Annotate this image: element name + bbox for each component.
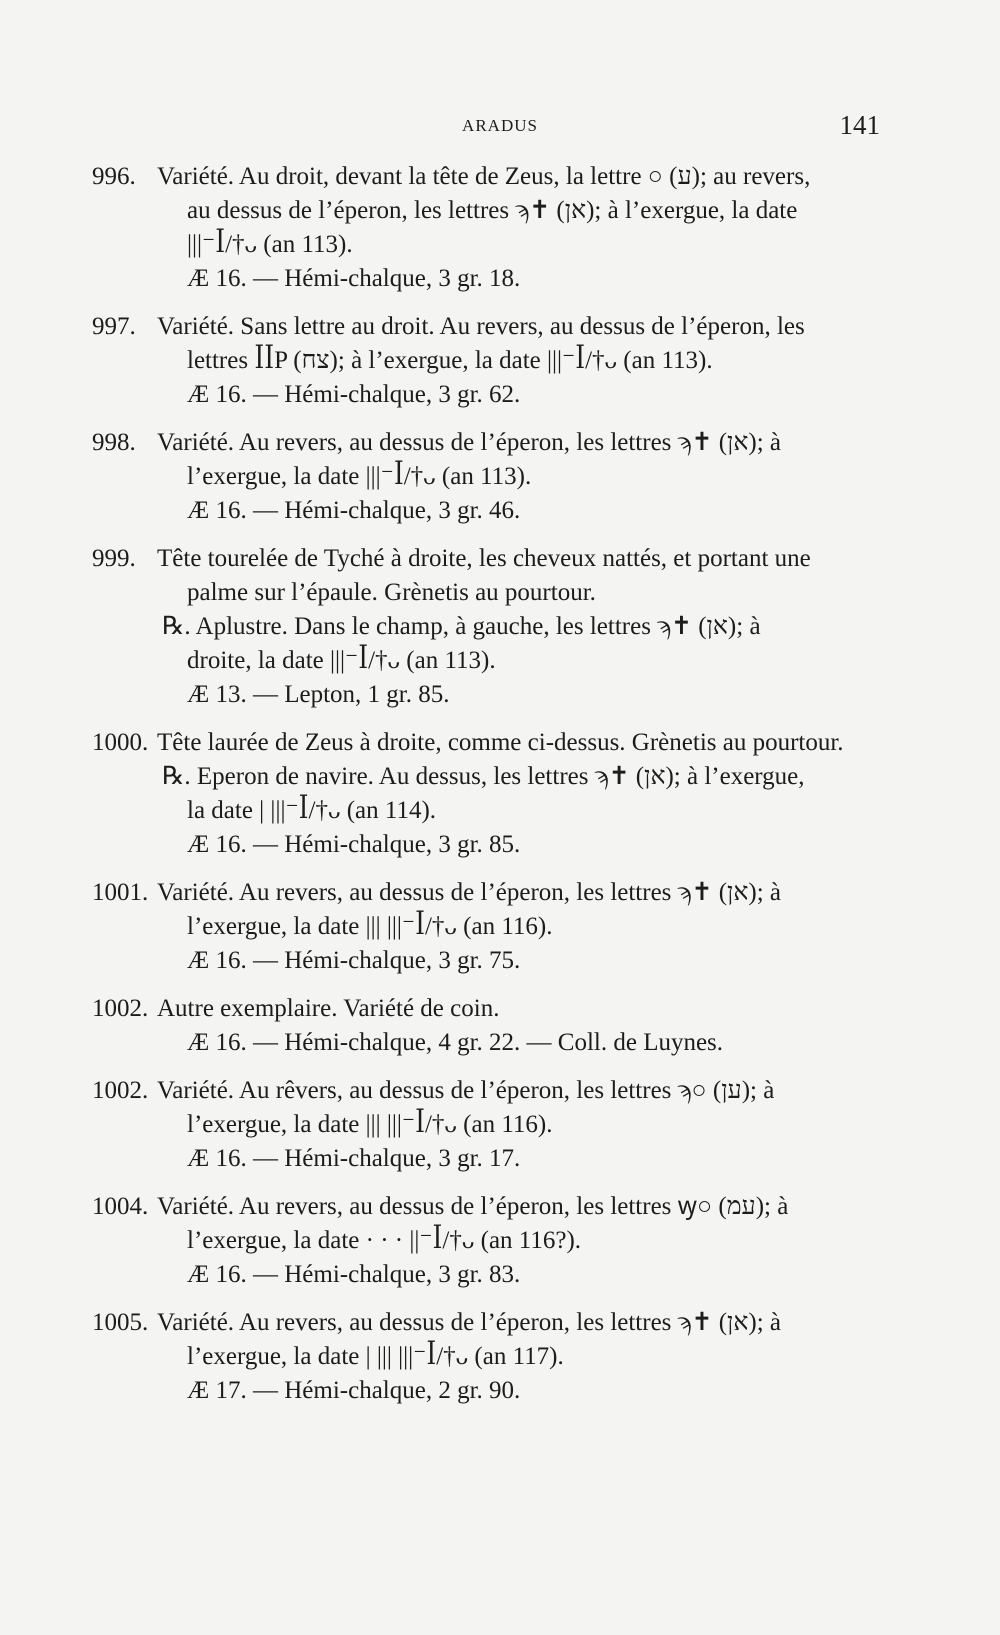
catalogue-entry <box>92 876 892 978</box>
entry-number: 1004. <box>92 1193 149 1220</box>
entry-line <box>92 678 892 712</box>
entry-text: Æ 16. — Hémi-chalque, 4 gr. 22. — Coll. de Luynes. <box>187 1029 724 1056</box>
entry-line <box>92 194 892 228</box>
entry-line <box>92 228 892 262</box>
entry-line <box>92 576 892 610</box>
entry-line <box>92 760 892 794</box>
catalogue-entry <box>92 310 892 412</box>
entry-line <box>92 426 892 460</box>
entry-line <box>92 610 892 644</box>
catalogue-entry <box>92 542 892 712</box>
entry-text: l’exergue, la date | ||| |||⁻ꟾ/†ᴗ (an 117). <box>187 1343 564 1370</box>
entry-line <box>92 910 892 944</box>
entry-line <box>92 378 892 412</box>
entry-number: 996. <box>92 163 136 190</box>
entry-text: l’exergue, la date |||⁻ꟾ/†ᴗ (an 113). <box>187 463 532 490</box>
entry-line <box>92 1190 892 1224</box>
entry-text: la date | |||⁻ꟾ/†ᴗ (an 114). <box>187 797 437 824</box>
entry-line <box>92 460 892 494</box>
entry-line <box>92 160 892 194</box>
entry-text: Variété. Au revers, au dessus de l’éperon, les lettres ꝡ○ (עמ); à <box>157 1193 789 1220</box>
entry-text: Æ 16. — Hémi-chalque, 3 gr. 46. <box>187 497 521 524</box>
entry-text: Æ 16. — Hémi-chalque, 3 gr. 17. <box>187 1145 521 1172</box>
entry-line <box>92 1306 892 1340</box>
entry-line <box>92 828 892 862</box>
entry-text: Æ 16. — Hémi-chalque, 3 gr. 62. <box>187 381 521 408</box>
entry-number: 1000. <box>92 729 149 756</box>
entry-line <box>92 1340 892 1374</box>
entry-line <box>92 944 892 978</box>
entry-number: 1002. <box>92 1077 149 1104</box>
entry-line <box>92 876 892 910</box>
entry-text: l’exergue, la date ||| |||⁻ꟾ/†ᴗ (an 116). <box>187 1111 553 1138</box>
entry-number: 1005. <box>92 1309 149 1336</box>
catalogue-entry <box>92 1074 892 1176</box>
entry-line <box>92 726 892 760</box>
catalogue-entry <box>92 726 892 862</box>
entry-number: 1002. <box>92 995 149 1022</box>
entry-line <box>92 1374 892 1408</box>
entry-line <box>92 1142 892 1176</box>
entry-line <box>92 494 892 528</box>
entry-text: |||⁻ꟾ/†ᴗ (an 113). <box>187 231 353 258</box>
entry-number: 997. <box>92 313 136 340</box>
entry-text: Variété. Sans lettre au droit. Au revers, au dessus de l’éperon, les <box>157 313 805 340</box>
entry-number: 998. <box>92 429 136 456</box>
entry-number: 1001. <box>92 879 149 906</box>
entry-line <box>92 992 892 1026</box>
page-number: 141 <box>839 110 880 140</box>
entry-number: 999. <box>92 545 136 572</box>
entry-line <box>92 262 892 296</box>
entry-line <box>92 644 892 678</box>
entry-line <box>92 794 892 828</box>
entry-text: Autre exemplaire. Variété de coin. <box>157 995 500 1022</box>
entry-line <box>92 542 892 576</box>
entry-line <box>92 310 892 344</box>
entry-line <box>92 1074 892 1108</box>
catalogue-entry <box>92 1190 892 1292</box>
catalogue <box>92 160 892 1422</box>
catalogue-entry <box>92 1306 892 1408</box>
catalogue-entry <box>92 160 892 296</box>
entry-text: Æ 13. — Lepton, 1 gr. 85. <box>187 681 450 708</box>
entry-line <box>92 1108 892 1142</box>
entry-text: lettres ꟾꟾP (צח); à l’exergue, la date |||⁻ꟾ/†ᴗ (an 113). <box>187 347 713 374</box>
entry-text: ℞. Eperon de navire. Au dessus, les lettres ϡ✝ (אן); à l’exergue, <box>162 763 805 790</box>
entry-line <box>92 344 892 378</box>
entry-text: Variété. Au droit, devant la tête de Zeus, la lettre ○ (ע); au revers, <box>157 163 811 190</box>
entry-text: Tête laurée de Zeus à droite, comme ci-dessus. Grènetis au pourtour. <box>157 729 844 756</box>
entry-text: Æ 16. — Hémi-chalque, 3 gr. 83. <box>187 1261 521 1288</box>
entry-text: l’exergue, la date · · · ||⁻ꟾ/†ᴗ (an 116?). <box>187 1227 582 1254</box>
entry-text: Variété. Au rêvers, au dessus de l’éperon, les lettres ϡ○ (ען); à <box>157 1077 775 1104</box>
entry-text: l’exergue, la date ||| |||⁻ꟾ/†ᴗ (an 116). <box>187 913 553 940</box>
catalogue-entry <box>92 426 892 528</box>
entry-text: Variété. Au revers, au dessus de l’éperon, les lettres ϡ✝ (אן); à <box>157 1309 782 1336</box>
entry-text: Æ 16. — Hémi-chalque, 3 gr. 75. <box>187 947 521 974</box>
entry-text: ℞. Aplustre. Dans le champ, à gauche, les lettres ϡ✝ (אן); à <box>162 613 761 640</box>
entry-text: Æ 17. — Hémi-chalque, 2 gr. 90. <box>187 1377 521 1404</box>
entry-text: Variété. Au revers, au dessus de l’éperon, les lettres ϡ✝ (אן); à <box>157 429 782 456</box>
entry-text: Æ 16. — Hémi-chalque, 3 gr. 85. <box>187 831 521 858</box>
entry-line <box>92 1026 892 1060</box>
entry-line <box>92 1224 892 1258</box>
entry-text: Tête tourelée de Tyché à droite, les cheveux nattés, et portant une <box>157 545 811 572</box>
entry-text: palme sur l’épaule. Grènetis au pourtour. <box>187 579 596 606</box>
entry-text: Æ 16. — Hémi-chalque, 3 gr. 18. <box>187 265 521 292</box>
entry-text: droite, la date |||⁻ꟾ/†ᴗ (an 113). <box>187 647 496 674</box>
running-title: ARADUS <box>462 116 538 135</box>
catalogue-entry <box>92 992 892 1060</box>
entry-text: Variété. Au revers, au dessus de l’éperon, les lettres ϡ✝ (אן); à <box>157 879 782 906</box>
entry-text: au dessus de l’éperon, les lettres ϡ✝ (אן); à l’exergue, la date <box>187 197 798 224</box>
entry-line <box>92 1258 892 1292</box>
